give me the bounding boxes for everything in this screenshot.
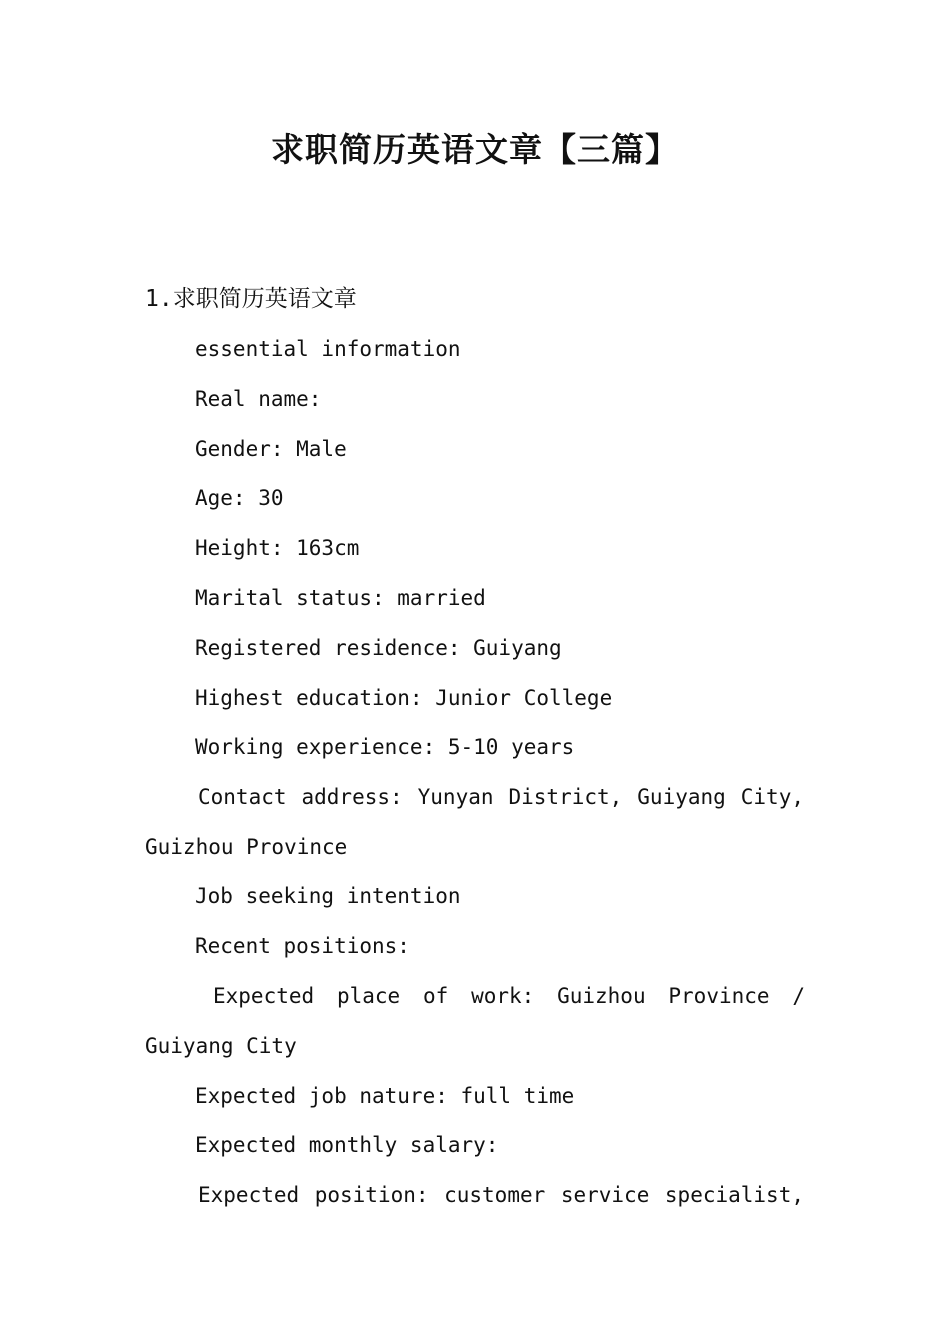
section-heading: 1.求职简历英语文章 <box>145 286 357 312</box>
gender-line: Gender: Male <box>195 437 347 461</box>
marital-status-line: Marital status: married <box>195 586 486 610</box>
expected-job-nature-line: Expected job nature: full time <box>195 1084 575 1108</box>
job-seeking-intention-heading: Job seeking intention <box>195 884 461 908</box>
registered-residence-line: Registered residence: Guiyang <box>195 636 562 660</box>
real-name-line: Real name: <box>195 387 322 411</box>
contact-address-line-1: Contact address: Yunyan District, Guiyang City, <box>198 785 804 809</box>
expected-place-line-2: Guiyang City <box>145 1034 297 1058</box>
essential-information-heading: essential information <box>195 337 461 361</box>
highest-education-line: Highest education: Junior College <box>195 686 613 710</box>
expected-monthly-salary-line: Expected monthly salary: <box>195 1133 499 1157</box>
expected-place-line-1: Expected place of work: Guizhou Province / <box>213 984 805 1008</box>
height-line: Height: 163cm <box>195 536 360 560</box>
expected-position-line: Expected position: customer service specialist, <box>198 1183 804 1207</box>
contact-address-line-2: Guizhou Province <box>145 835 348 859</box>
recent-positions-line: Recent positions: <box>195 934 410 958</box>
page-title: 求职简历英语文章【三篇】 <box>271 130 679 169</box>
working-experience-line: Working experience: 5-10 years <box>195 735 575 759</box>
age-line: Age: 30 <box>195 486 284 510</box>
